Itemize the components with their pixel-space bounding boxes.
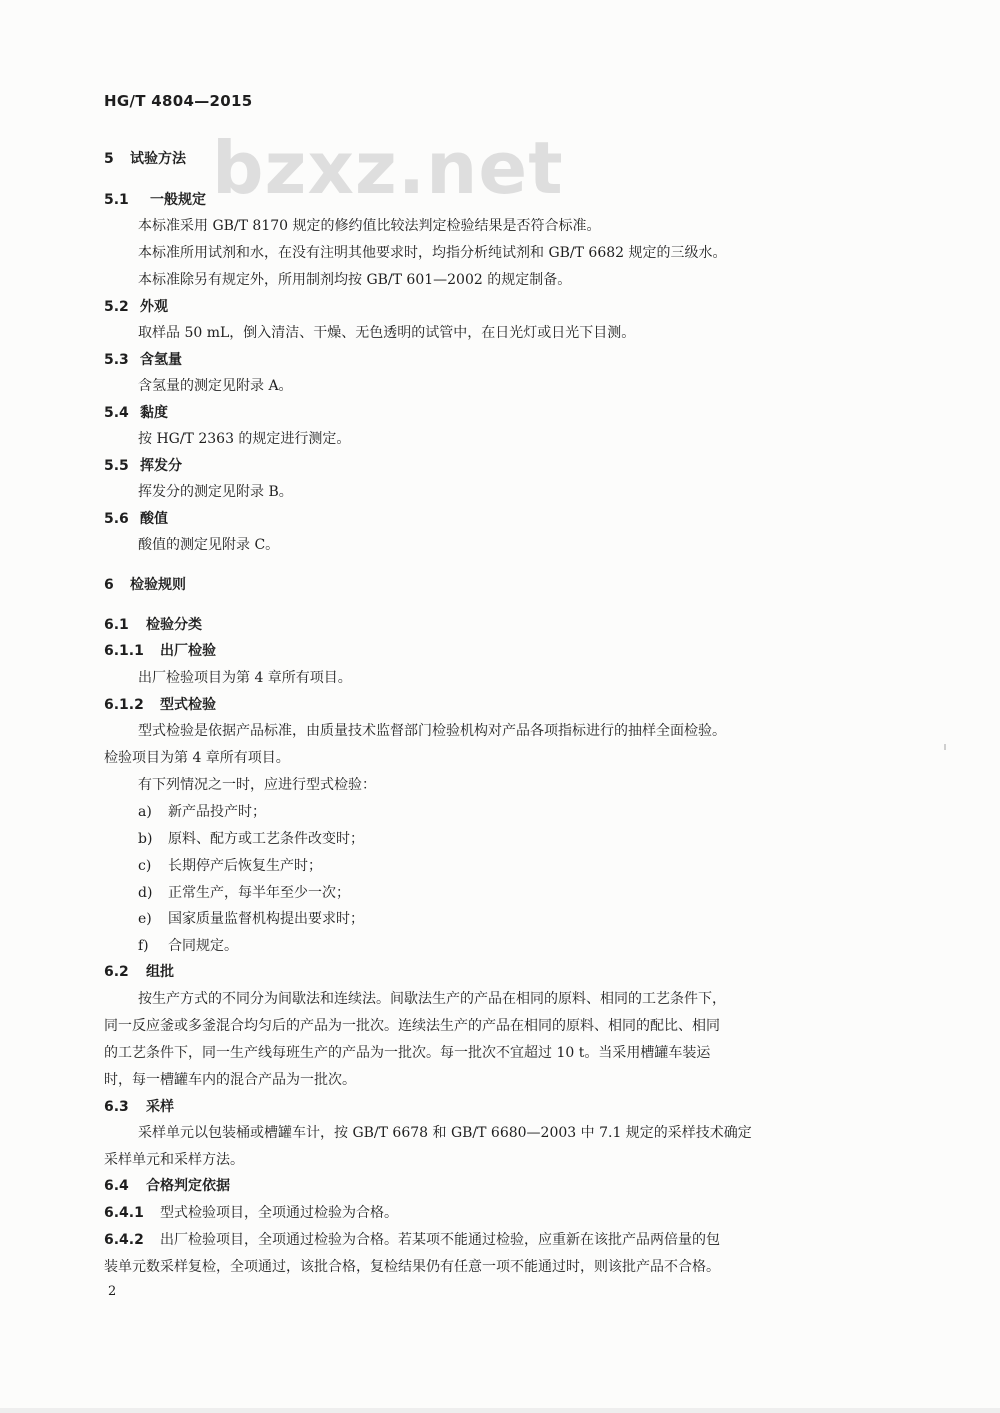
- section-5-6-heading: [104, 509, 168, 529]
- paragraph: 含氢量的测定见附录 A。: [138, 378, 293, 394]
- section-number: 5.2: [104, 299, 129, 315]
- section-number: 5.6: [104, 511, 129, 527]
- section-6-1-2-heading: [104, 695, 216, 715]
- section-6-heading: [104, 575, 186, 595]
- section-title: 挥发分: [140, 458, 182, 474]
- section-text: 型式检验项目，全项通过检验为合格。: [160, 1205, 398, 1221]
- paragraph: 出厂检验项目为第 4 章所有项目。: [138, 670, 352, 686]
- section-5-5-heading: [104, 456, 182, 476]
- watermark: bzxz.net: [212, 126, 564, 210]
- section-5-2-heading: [104, 297, 168, 317]
- section-title: 采样: [146, 1099, 174, 1115]
- section-number: 6: [104, 577, 114, 593]
- section-number: 5.4: [104, 405, 129, 421]
- list-item-text: 合同规定。: [168, 938, 238, 954]
- section-number: 5.3: [104, 352, 129, 368]
- list-item: [138, 829, 364, 849]
- section-6-4-heading: [104, 1176, 230, 1196]
- section-number: 6.3: [104, 1099, 129, 1115]
- list-item-text: 长期停产后恢复生产时；: [168, 858, 322, 874]
- standard-code-header: HG/T 4804—2015: [104, 92, 253, 110]
- section-title: 含氢量: [140, 352, 182, 368]
- section-6-1-heading: [104, 615, 202, 635]
- section-number: 6.2: [104, 964, 129, 980]
- section-6-1-1-heading: [104, 641, 216, 661]
- section-title: 出厂检验: [160, 643, 216, 659]
- paragraph: 取样品 50 mL，倒入清洁、干燥、无色透明的试管中，在日光灯或日光下目测。: [138, 325, 636, 341]
- list-item-text: 新产品投产时；: [168, 804, 266, 820]
- section-title: 酸值: [140, 511, 168, 527]
- section-title: 组批: [146, 964, 174, 980]
- section-6-3-heading: [104, 1097, 174, 1117]
- paragraph-continuation: 时，每一槽罐车内的混合产品为一批次。: [104, 1072, 356, 1088]
- paragraph-continuation: 采样单元和采样方法。: [104, 1152, 244, 1168]
- section-title: 外观: [140, 299, 168, 315]
- list-item-text: 正常生产，每半年至少一次；: [168, 885, 350, 901]
- paragraph: 按生产方式的不同分为间歇法和连续法。间歇法生产的产品在相同的原料、相同的工艺条件下，: [138, 991, 726, 1007]
- section-number: 5.1: [104, 192, 129, 208]
- section-number: 5.5: [104, 458, 129, 474]
- list-item: [138, 936, 238, 956]
- list-item-label: d): [138, 885, 153, 901]
- section-title: 合格判定依据: [146, 1178, 230, 1194]
- paragraph: 有下列情况之一时，应进行型式检验：: [138, 777, 376, 793]
- paragraph: 酸值的测定见附录 C。: [138, 537, 280, 553]
- section-6-4-2: [104, 1230, 720, 1250]
- paragraph-continuation: 装单元数采样复检，全项通过，该批合格，复检结果仍有任意一项不能通过时，则该批产品不合格。: [104, 1259, 720, 1275]
- list-item-label: b): [138, 831, 153, 847]
- paragraph-continuation: 同一反应釜或多釜混合均匀后的产品为一批次。连续法生产的产品在相同的原料、相同的配比、相同: [104, 1018, 720, 1034]
- section-number: 6.4: [104, 1178, 129, 1194]
- section-title: 检验规则: [130, 577, 186, 593]
- section-5-heading: [104, 149, 186, 169]
- section-6-4-1: [104, 1203, 398, 1223]
- list-item-label: c): [138, 858, 152, 874]
- section-number: 6.1: [104, 617, 129, 633]
- list-item: [138, 883, 350, 903]
- section-title: 黏度: [140, 405, 168, 421]
- list-item: [138, 856, 322, 876]
- section-text: 出厂检验项目，全项通过检验为合格。若某项不能通过检验，应重新在该批产品两倍量的包: [160, 1232, 720, 1248]
- section-number: 6.1.2: [104, 697, 144, 713]
- section-number: 6.4.2: [104, 1232, 144, 1248]
- list-item-label: e): [138, 911, 152, 927]
- paragraph: 采样单元以包装桶或槽罐车计，按 GB/T 6678 和 GB/T 6680—2003 中 7.1 规定的采样技术确定: [138, 1125, 752, 1141]
- section-number: 6.4.1: [104, 1205, 144, 1221]
- paragraph-continuation: 检验项目为第 4 章所有项目。: [104, 750, 290, 766]
- section-5-3-heading: [104, 350, 182, 370]
- paragraph-continuation: 的工艺条件下，同一生产线每班生产的产品为一批次。每一批次不宜超过 10 t。当采用槽罐车装运: [104, 1045, 711, 1061]
- list-item-label: f): [138, 938, 149, 954]
- page-number: 2: [108, 1284, 117, 1299]
- section-6-2-heading: [104, 962, 174, 982]
- section-number: 5: [104, 151, 114, 167]
- section-5-1-heading: [104, 190, 206, 210]
- section-title: 一般规定: [150, 192, 206, 208]
- list-item-label: a): [138, 804, 152, 820]
- list-item: [138, 909, 364, 929]
- section-title: 型式检验: [160, 697, 216, 713]
- scan-mark: [944, 744, 946, 750]
- section-title: 检验分类: [146, 617, 202, 633]
- list-item-text: 国家质量监督机构提出要求时；: [168, 911, 364, 927]
- page-bottom-edge: [0, 1408, 1000, 1413]
- section-number: 6.1.1: [104, 643, 144, 659]
- section-title: 试验方法: [130, 151, 186, 167]
- paragraph: 本标准除另有规定外，所用制剂均按 GB/T 601—2002 的规定制备。: [138, 272, 572, 288]
- paragraph: 挥发分的测定见附录 B。: [138, 484, 293, 500]
- list-item: [138, 802, 266, 822]
- paragraph: 按 HG/T 2363 的规定进行测定。: [138, 431, 351, 447]
- paragraph: 本标准所用试剂和水，在没有注明其他要求时，均指分析纯试剂和 GB/T 6682 规定的三级水。: [138, 245, 727, 261]
- list-item-text: 原料、配方或工艺条件改变时；: [168, 831, 364, 847]
- section-5-4-heading: [104, 403, 168, 423]
- paragraph: 型式检验是依据产品标准，由质量技术监督部门检验机构对产品各项指标进行的抽样全面检验。: [138, 723, 726, 739]
- paragraph: 本标准采用 GB/T 8170 规定的修约值比较法判定检验结果是否符合标准。: [138, 218, 601, 234]
